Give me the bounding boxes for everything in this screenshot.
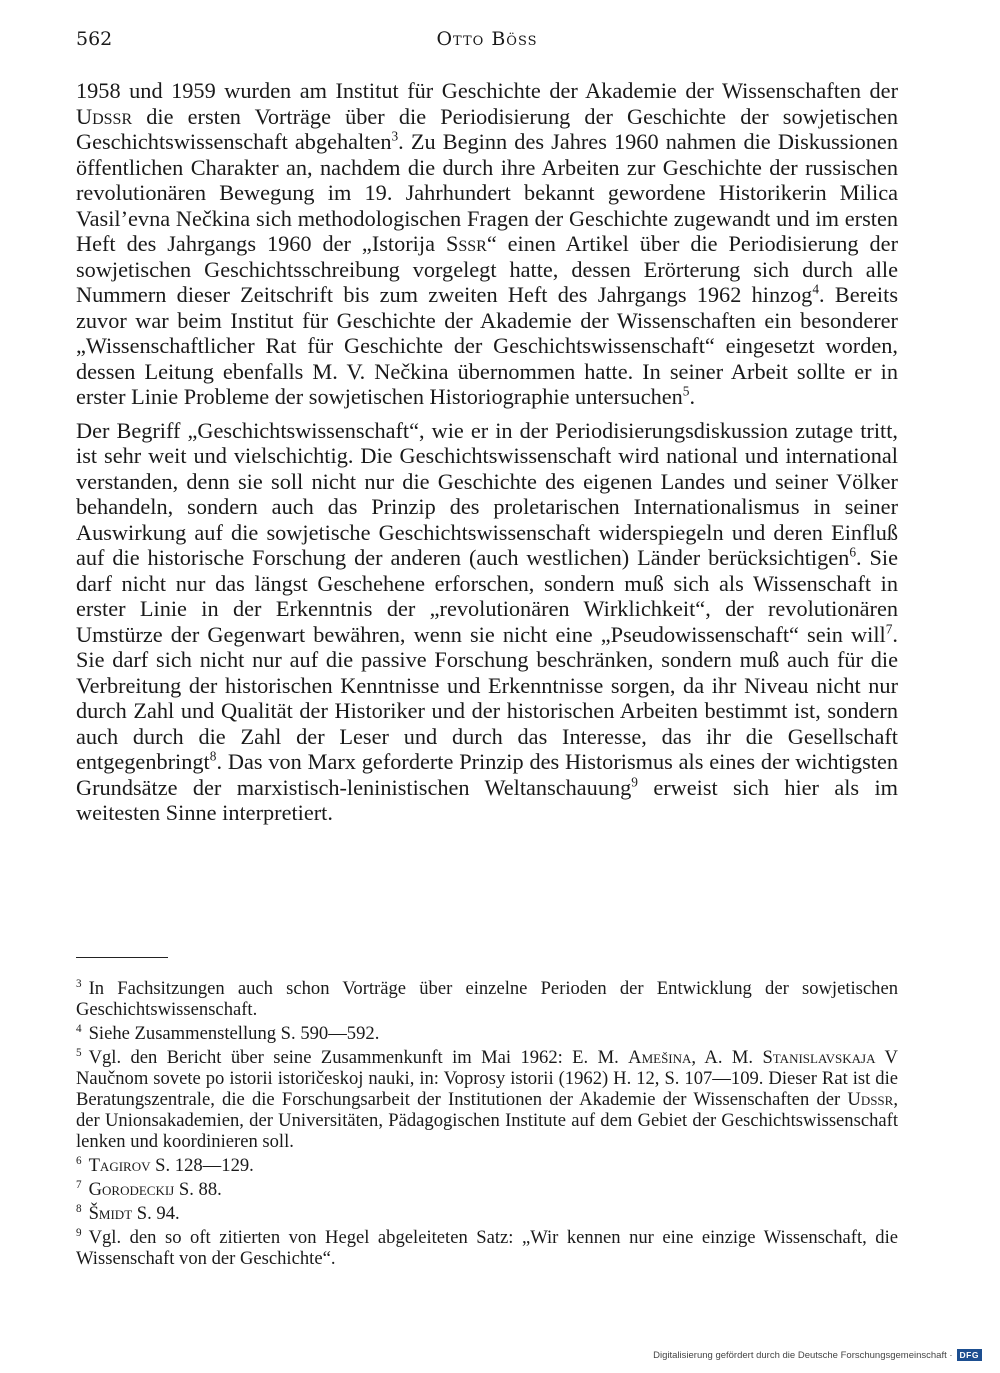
- text-run: .: [689, 384, 696, 409]
- text-run: 1958 und 1959 wurden am Institut für Geschichte der Akademie der Wissenschaften der: [76, 78, 898, 103]
- footnote-text: S. 88.: [174, 1179, 222, 1200]
- text-run: . Das von Marx geforderte Prinzip des Historismus als eines der wichtigsten Grundsätze der marxistisch-leninistischen Weltanschauung: [76, 749, 898, 800]
- digitization-notice: [653, 1349, 982, 1361]
- text-run: die ersten Vorträge über die Periodisierung der Geschichte der sowjetischen Geschichtswissenschaft abgehalten: [76, 103, 898, 154]
- footnote-8: [76, 1203, 898, 1224]
- footnote-ref-9[interactable]: 9: [631, 774, 638, 790]
- footnote-ref-4[interactable]: 4: [812, 281, 819, 297]
- footnote-text: In Fachsitzungen auch schon Vorträge über einzelne Perioden der Entwicklung der sowjetischen Geschichtswissenschaft.: [76, 978, 898, 1020]
- footnote-text: S. 94.: [132, 1203, 180, 1224]
- footnote-text: Vgl. den Bericht über seine Zusammenkunft im Mai 1962: E. M.: [88, 1047, 629, 1068]
- footnote-9: [76, 1227, 898, 1269]
- footnote-number: 4: [76, 1022, 82, 1035]
- author-name: Tagirov: [88, 1155, 151, 1176]
- footnotes: [76, 978, 898, 1272]
- page-header: [76, 28, 898, 58]
- footnote-6: [76, 1155, 898, 1176]
- footnote-3: [76, 978, 898, 1020]
- footnote-number: 3: [76, 977, 82, 990]
- text-run: “ einen Artikel über die Periodisierung der sowjetischen Geschichtsschreibung vorgelegt hatte, dessen Erörterung sich durch alle Nummern dieser Zeitschrift bis zum zweiten Heft des Jahrgangs 1962 hinzog: [76, 231, 898, 307]
- footnote-7: [76, 1179, 898, 1200]
- footnote-ref-8[interactable]: 8: [209, 748, 217, 764]
- footnote-ref-6[interactable]: 6: [849, 544, 857, 560]
- author-name: Šmidt: [88, 1203, 133, 1224]
- author-name: Stanislavskaja: [762, 1047, 876, 1068]
- text-run: Der Begriff „Geschichtswissenschaft“, wie er in der Periodisierungsdiskussion zutage tritt, ist sehr weit und vielschichtig. Die Geschichtswissenschaft wird national und international verstanden, denn sie soll nicht nur die Geschichte des eigenen Landes und seiner Völker behandeln, sondern auch das Prinzip des proletarischen Internationalismus in seiner Auswirkung auf die sowjetische Geschichtswissenschaft widerspiegeln und deren Einfluß auf die historische Forschung der anderen (auch westlichen) Länder berücksichtigen: [76, 417, 898, 570]
- paragraph-2: [76, 418, 898, 826]
- footnote-text: Siehe Zusammenstellung S. 590—592.: [88, 1023, 380, 1044]
- footnote-number: 5: [76, 1046, 82, 1059]
- small-caps-run: Udssr: [847, 1089, 894, 1110]
- footnote-text: Vgl. den so oft zitierten von Hegel abgeleiteten Satz: „Wir kennen nur eine einzige Wissenschaft, die Wissenschaft von der Geschichte“.: [76, 1227, 898, 1269]
- paragraph-1: [76, 78, 898, 410]
- running-head: Otto Böss: [436, 28, 538, 50]
- text-run: . Sie darf nicht nur das längst Geschehene erforschen, sondern muß sich als Wissenschaft in erster Linie in der Erkenntnis der „revolutionären Wirklichkeit“, der revolutionären Umstürze der Gegenwart bewähren, wenn sie nicht eine „Pseudowissenschaft“ sein will: [76, 545, 898, 647]
- footnote-text: S. 128—129.: [150, 1155, 254, 1176]
- footnote-ref-5[interactable]: 5: [682, 383, 690, 399]
- text-run: erweist sich hier als im weitesten Sinne interpretiert.: [76, 774, 898, 825]
- footnote-text: , A. M.: [691, 1047, 763, 1068]
- text-run: . Zu Beginn des Jahres 1960 nahmen die Diskussionen öffentlichen Charakter an, nachdem die durch ihre Arbeiten zur Geschichte der russischen revolutionären Bewegung im 19. Jahrhundert bekannt gewordene Historikerin Milica Vasil’evna Nečkina sich methodologischen Fragen der Geschichte zugewandt und im ersten Heft des Jahrgangs 1960 der „Istorija: [76, 129, 898, 256]
- footnote-4: [76, 1023, 898, 1044]
- footnote-number: 7: [76, 1178, 82, 1191]
- page-number: 562: [76, 28, 113, 50]
- dfg-logo: DFG: [957, 1349, 982, 1361]
- text-run: . Bereits zuvor war beim Institut für Geschichte der Akademie der Wissenschaften ein besonderer „Wissenschaftlicher Rat für Geschichte der Geschichtswissenschaft“ eingesetzt worden, dessen Leitung ebenfalls M. V. Nečkina übernommen hatte. In seiner Arbeit sollte er in erster Linie Probleme der sowjetischen Historiographie untersuchen: [76, 282, 898, 409]
- footnote-text: , der Unionsakademien, der Universitäten, Pädagogischen Institute auf dem Gebiet der Geschichtswissenschaft lenken und koordinieren soll.: [76, 1089, 898, 1152]
- footnote-ref-7[interactable]: 7: [885, 621, 893, 637]
- footnote-5: [76, 1047, 898, 1152]
- footnote-text: V Naučnom sovete po istorii istoričeskoj nauki, in: Voprosy istorii (1962) H. 12, S. 107—109. Dieser Rat ist die Beratungszentrale, die die Forschungsarbeit der Institutionen der Akademie der Wissenschaften der: [76, 1047, 898, 1110]
- footnote-number: 8: [76, 1202, 82, 1215]
- digitization-text: Digitalisierung gefördert durch die Deutsche Forschungsgemeinschaft ·: [653, 1349, 953, 1361]
- footnote-number: 6: [76, 1154, 82, 1167]
- small-caps-run: Udssr: [76, 103, 133, 129]
- text-run: . Sie darf sich nicht nur auf die passive Forschung beschränken, sondern muß auch für die Verbreitung der historischen Kenntnisse und Erkenntnisse sorgen, da ihr Niveau nicht nur durch Zahl und Qualität der Historiker und der historischen Arbeiten bestimmt ist, sondern auch durch die Zahl der Leser und durch das Interesse, das ihr die Gesellschaft entgegenbringt: [76, 621, 898, 774]
- author-name: Amešina: [628, 1047, 692, 1068]
- main-text: [76, 78, 898, 826]
- footnote-separator: [76, 957, 168, 958]
- small-caps-run: Sssr: [445, 231, 487, 256]
- footnote-number: 9: [76, 1226, 82, 1239]
- author-name: Gorodeckij: [88, 1179, 175, 1200]
- footnote-ref-3[interactable]: 3: [391, 128, 399, 144]
